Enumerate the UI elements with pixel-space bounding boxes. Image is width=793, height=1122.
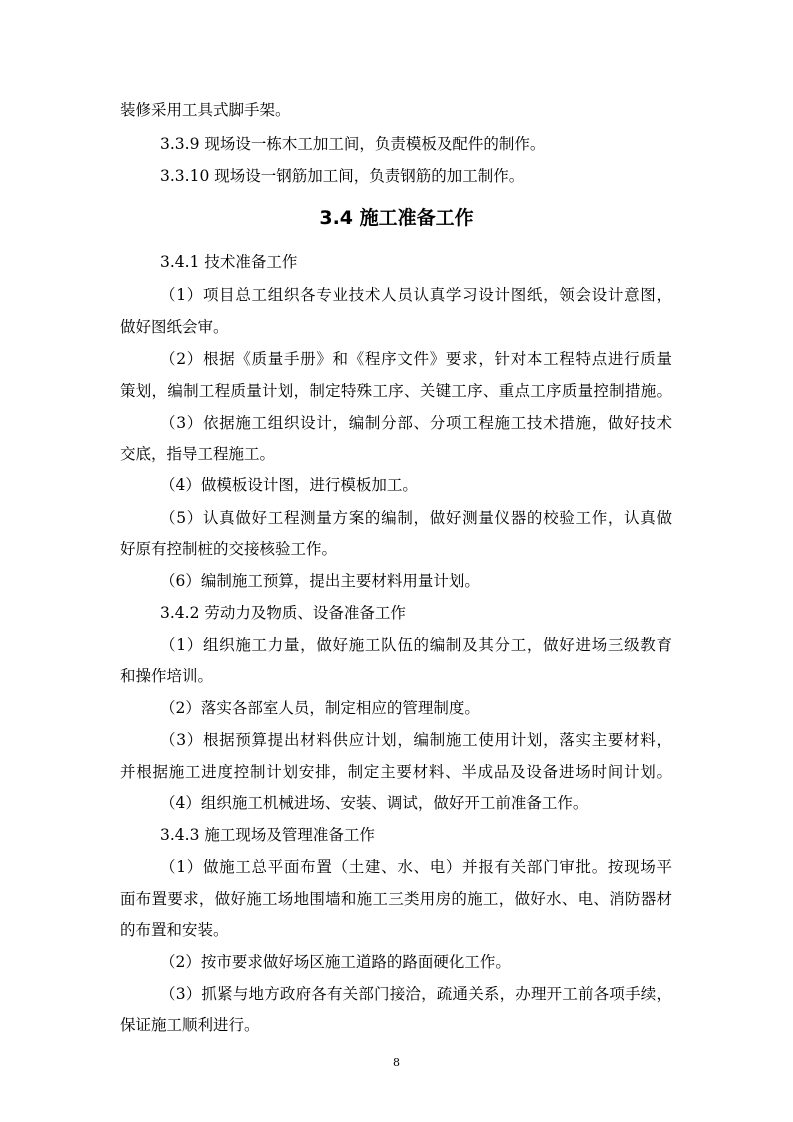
paragraph-line: （3）抓紧与地方政府各有关部门接洽，疏通关系，办理开工前各项手续， xyxy=(160,985,672,1003)
paragraph-line: 策划，编制工程质量计划，制定特殊工序、关键工序、重点工序质量控制措施。 xyxy=(120,382,672,400)
page-number: 8 xyxy=(393,1056,400,1069)
paragraph-line: 和操作培训。 xyxy=(120,667,214,685)
paragraph-line: （1）项目总工组织各专业技术人员认真学习设计图纸，领会设计意图， xyxy=(160,286,672,304)
paragraph-line: 好原有控制桩的交接核验工作。 xyxy=(120,540,338,558)
paragraph-line: （4）组织施工机械进场、安装、调试，做好开工前准备工作。 xyxy=(160,794,589,812)
paragraph-line: （4）做模板设计图，进行模板加工。 xyxy=(160,476,418,494)
paragraph-line: （5）认真做好工程测量方案的编制，做好测量仪器的校验工作，认真做 xyxy=(160,509,672,527)
paragraph-line: （3）根据预算提出材料供应计划，编制施工使用计划，落实主要材料， xyxy=(160,731,672,749)
text-line: 3.3.9 现场设一栋木工加工间，负责模板及配件的制作。 xyxy=(160,135,546,153)
paragraph-line: 交底，指导工程施工。 xyxy=(120,445,276,463)
text-line: 装修采用工具式脚手架。 xyxy=(120,101,291,119)
paragraph-line: （1）组织施工力量，做好施工队伍的编制及其分工，做好进场三级教育 xyxy=(160,636,672,654)
section-heading: 3.4 施工准备工作 xyxy=(319,207,474,229)
paragraph-line: 并根据施工进度控制计划安排，制定主要材料、半成品及设备进场时间计划。 xyxy=(120,763,672,781)
paragraph-line: 面布置要求，做好施工场地围墙和施工三类用房的施工，做好水、电、消防器材 xyxy=(120,890,672,908)
paragraph-line: （2）根据《质量手册》和《程序文件》要求，针对本工程特点进行质量 xyxy=(160,350,672,368)
paragraph-line: （6）编制施工预算，提出主要材料用量计划。 xyxy=(160,572,480,590)
text-line: 3.3.10 现场设一钢筋加工间，负责钢筋的加工制作。 xyxy=(160,167,525,185)
paragraph-line: （2）落实各部室人员，制定相应的管理制度。 xyxy=(160,699,480,717)
subsection-title: 3.4.1 技术准备工作 xyxy=(160,253,298,271)
subsection-title: 3.4.2 劳动力及物质、设备准备工作 xyxy=(160,604,406,622)
paragraph-line: 做好图纸会审。 xyxy=(120,318,229,336)
paragraph-line: （2）按市要求做好场区施工道路的路面硬化工作。 xyxy=(160,953,511,971)
paragraph-line: 的布置和安装。 xyxy=(120,921,229,939)
paragraph-line: （3）依据施工组织设计，编制分部、分项工程施工技术措施，做好技术 xyxy=(160,414,672,432)
paragraph-line: （1）做施工总平面布置（土建、水、电）并报有关部门审批。按现场平 xyxy=(160,858,672,876)
subsection-title: 3.4.3 施工现场及管理准备工作 xyxy=(160,826,375,844)
paragraph-line: 保证施工顺利进行。 xyxy=(120,1016,260,1034)
